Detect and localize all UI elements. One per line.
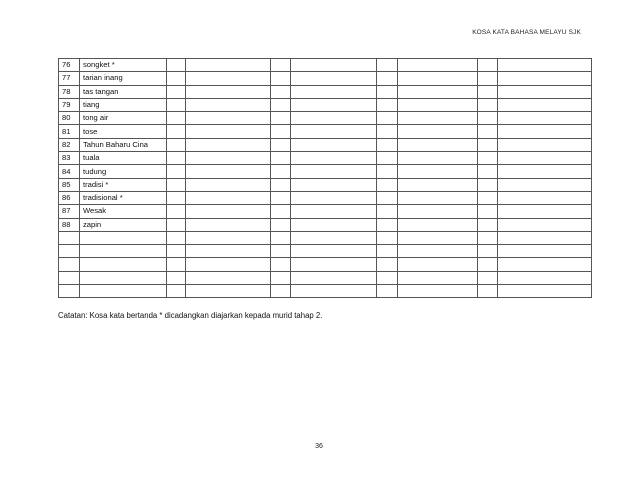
blank-cell	[498, 59, 592, 72]
blank-cell	[498, 125, 592, 138]
blank-cell	[291, 245, 377, 258]
blank-cell	[377, 205, 398, 218]
blank-cell	[271, 138, 291, 151]
blank-cell	[398, 125, 478, 138]
blank-cell	[271, 231, 291, 244]
word-cell: tuala	[80, 152, 167, 165]
word-cell	[80, 258, 167, 271]
row-number-cell	[59, 231, 80, 244]
blank-cell	[186, 59, 271, 72]
blank-cell	[377, 98, 398, 111]
blank-cell	[398, 59, 478, 72]
row-number-cell: 78	[59, 85, 80, 98]
blank-cell	[291, 165, 377, 178]
table-row	[59, 258, 592, 271]
row-number-cell	[59, 285, 80, 298]
blank-cell	[291, 125, 377, 138]
table-row	[59, 72, 592, 85]
blank-cell	[291, 191, 377, 204]
blank-cell	[186, 245, 271, 258]
blank-cell	[271, 125, 291, 138]
blank-cell	[271, 245, 291, 258]
blank-cell	[398, 191, 478, 204]
blank-cell	[398, 231, 478, 244]
blank-cell	[478, 112, 498, 125]
row-number-cell	[59, 271, 80, 284]
row-number-cell: 88	[59, 218, 80, 231]
row-number-cell: 82	[59, 138, 80, 151]
blank-cell	[478, 218, 498, 231]
word-cell: tudung	[80, 165, 167, 178]
blank-cell	[271, 112, 291, 125]
blank-cell	[167, 98, 186, 111]
table-row	[59, 138, 592, 151]
blank-cell	[271, 285, 291, 298]
table-row	[59, 112, 592, 125]
blank-cell	[186, 271, 271, 284]
blank-cell	[398, 72, 478, 85]
blank-cell	[377, 178, 398, 191]
blank-cell	[398, 112, 478, 125]
blank-cell	[377, 231, 398, 244]
table-row	[59, 218, 592, 231]
blank-cell	[498, 98, 592, 111]
blank-cell	[291, 205, 377, 218]
blank-cell	[167, 178, 186, 191]
blank-cell	[186, 85, 271, 98]
blank-cell	[398, 271, 478, 284]
table-row	[59, 285, 592, 298]
row-number-cell: 81	[59, 125, 80, 138]
word-cell: Wesak	[80, 205, 167, 218]
blank-cell	[377, 258, 398, 271]
page-number: 36	[315, 443, 323, 450]
blank-cell	[478, 271, 498, 284]
table-row	[59, 245, 592, 258]
blank-cell	[186, 218, 271, 231]
blank-cell	[478, 98, 498, 111]
word-cell: tong air	[80, 112, 167, 125]
blank-cell	[271, 72, 291, 85]
word-cell	[80, 285, 167, 298]
blank-cell	[398, 178, 478, 191]
blank-cell	[271, 218, 291, 231]
blank-cell	[478, 138, 498, 151]
row-number-cell: 85	[59, 178, 80, 191]
blank-cell	[377, 59, 398, 72]
blank-cell	[498, 205, 592, 218]
blank-cell	[186, 191, 271, 204]
blank-cell	[167, 231, 186, 244]
word-cell: zapin	[80, 218, 167, 231]
blank-cell	[291, 59, 377, 72]
blank-cell	[291, 152, 377, 165]
blank-cell	[478, 231, 498, 244]
row-number-cell: 77	[59, 72, 80, 85]
blank-cell	[291, 258, 377, 271]
blank-cell	[167, 205, 186, 218]
table-row	[59, 271, 592, 284]
table-row	[59, 191, 592, 204]
blank-cell	[398, 98, 478, 111]
blank-cell	[498, 285, 592, 298]
blank-cell	[377, 285, 398, 298]
blank-cell	[478, 125, 498, 138]
blank-cell	[498, 72, 592, 85]
blank-cell	[377, 271, 398, 284]
blank-cell	[291, 271, 377, 284]
word-cell	[80, 231, 167, 244]
row-number-cell: 76	[59, 59, 80, 72]
blank-cell	[167, 85, 186, 98]
blank-cell	[498, 152, 592, 165]
blank-cell	[186, 112, 271, 125]
blank-cell	[291, 98, 377, 111]
blank-cell	[398, 285, 478, 298]
blank-cell	[377, 218, 398, 231]
blank-cell	[271, 178, 291, 191]
word-cell	[80, 245, 167, 258]
blank-cell	[478, 245, 498, 258]
word-cell: tose	[80, 125, 167, 138]
blank-cell	[167, 271, 186, 284]
blank-cell	[291, 85, 377, 98]
table-row	[59, 98, 592, 111]
word-cell: tradisi *	[80, 178, 167, 191]
table-row	[59, 178, 592, 191]
blank-cell	[186, 231, 271, 244]
blank-cell	[377, 125, 398, 138]
blank-cell	[186, 205, 271, 218]
blank-cell	[167, 165, 186, 178]
table-row	[59, 125, 592, 138]
blank-cell	[186, 98, 271, 111]
blank-cell	[271, 191, 291, 204]
blank-cell	[167, 72, 186, 85]
row-number-cell: 84	[59, 165, 80, 178]
blank-cell	[291, 231, 377, 244]
blank-cell	[377, 72, 398, 85]
blank-cell	[167, 285, 186, 298]
blank-cell	[291, 112, 377, 125]
blank-cell	[478, 165, 498, 178]
blank-cell	[498, 165, 592, 178]
blank-cell	[291, 72, 377, 85]
blank-cell	[186, 165, 271, 178]
blank-cell	[478, 59, 498, 72]
blank-cell	[498, 258, 592, 271]
blank-cell	[167, 218, 186, 231]
blank-cell	[398, 245, 478, 258]
blank-cell	[398, 218, 478, 231]
row-number-cell: 79	[59, 98, 80, 111]
blank-cell	[478, 258, 498, 271]
blank-cell	[167, 125, 186, 138]
blank-cell	[498, 178, 592, 191]
blank-cell	[167, 112, 186, 125]
row-number-cell: 80	[59, 112, 80, 125]
blank-cell	[478, 285, 498, 298]
blank-cell	[377, 85, 398, 98]
blank-cell	[478, 205, 498, 218]
word-cell: Tahun Baharu Cina	[80, 138, 167, 151]
blank-cell	[377, 165, 398, 178]
blank-cell	[498, 85, 592, 98]
blank-cell	[271, 152, 291, 165]
blank-cell	[398, 165, 478, 178]
blank-cell	[398, 85, 478, 98]
word-cell: songket *	[80, 59, 167, 72]
blank-cell	[498, 231, 592, 244]
blank-cell	[291, 285, 377, 298]
blank-cell	[186, 72, 271, 85]
blank-cell	[478, 178, 498, 191]
blank-cell	[498, 138, 592, 151]
blank-cell	[498, 112, 592, 125]
blank-cell	[186, 138, 271, 151]
vocabulary-table	[58, 58, 592, 298]
blank-cell	[498, 191, 592, 204]
blank-cell	[377, 191, 398, 204]
blank-cell	[271, 85, 291, 98]
blank-cell	[167, 152, 186, 165]
blank-cell	[478, 85, 498, 98]
blank-cell	[186, 178, 271, 191]
blank-cell	[478, 72, 498, 85]
blank-cell	[271, 59, 291, 72]
table-row	[59, 205, 592, 218]
blank-cell	[377, 112, 398, 125]
blank-cell	[186, 285, 271, 298]
blank-cell	[478, 191, 498, 204]
blank-cell	[498, 271, 592, 284]
blank-cell	[186, 258, 271, 271]
row-number-cell: 87	[59, 205, 80, 218]
blank-cell	[271, 165, 291, 178]
blank-cell	[167, 258, 186, 271]
blank-cell	[271, 98, 291, 111]
blank-cell	[291, 218, 377, 231]
row-number-cell: 83	[59, 152, 80, 165]
note-text: Catatan: Kosa kata bertanda * dicadangkan diajarkan kepada murid tahap 2.	[58, 311, 323, 320]
blank-cell	[271, 205, 291, 218]
blank-cell	[271, 271, 291, 284]
blank-cell	[167, 191, 186, 204]
table-row	[59, 231, 592, 244]
blank-cell	[398, 138, 478, 151]
blank-cell	[398, 258, 478, 271]
word-cell: tas tangan	[80, 85, 167, 98]
row-number-cell	[59, 245, 80, 258]
blank-cell	[291, 178, 377, 191]
table-row	[59, 59, 592, 72]
blank-cell	[478, 152, 498, 165]
word-cell: tiang	[80, 98, 167, 111]
blank-cell	[167, 138, 186, 151]
blank-cell	[186, 152, 271, 165]
row-number-cell: 86	[59, 191, 80, 204]
blank-cell	[498, 245, 592, 258]
blank-cell	[377, 152, 398, 165]
blank-cell	[398, 205, 478, 218]
page-header-title: KOSA KATA BAHASA MELAYU SJK	[472, 29, 581, 36]
vocabulary-table-body	[59, 59, 592, 298]
blank-cell	[377, 245, 398, 258]
blank-cell	[167, 245, 186, 258]
word-cell: tarian inang	[80, 72, 167, 85]
table-row	[59, 85, 592, 98]
blank-cell	[398, 152, 478, 165]
table-row	[59, 152, 592, 165]
blank-cell	[186, 125, 271, 138]
word-cell	[80, 271, 167, 284]
row-number-cell	[59, 258, 80, 271]
blank-cell	[498, 218, 592, 231]
table-row	[59, 165, 592, 178]
blank-cell	[377, 138, 398, 151]
blank-cell	[167, 59, 186, 72]
blank-cell	[271, 258, 291, 271]
blank-cell	[291, 138, 377, 151]
word-cell: tradisional *	[80, 191, 167, 204]
